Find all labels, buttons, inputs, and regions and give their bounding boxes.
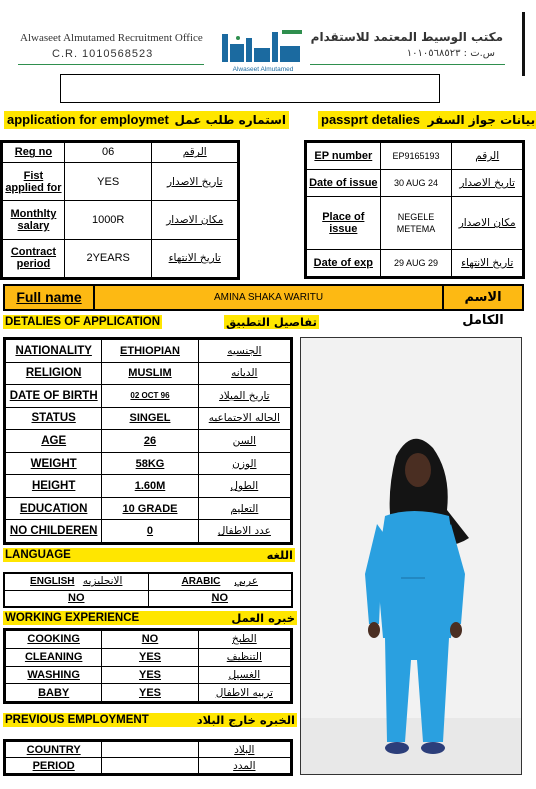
details-label-ar: عدد الاطفال — [198, 520, 290, 543]
details-label-ar: تاريخ الميلاد — [198, 385, 290, 408]
experience-bar — [3, 611, 297, 625]
language-english-ar: الانجليزيه — [82, 575, 123, 588]
application-table-box — [0, 140, 240, 280]
experience-row — [6, 631, 291, 649]
application-label-en: Reg no — [3, 143, 65, 163]
experience-label-ar: التنظيف — [198, 648, 290, 666]
full-name-label-ar: الاسم الكامل — [442, 286, 522, 309]
passport-label-ar: الرقم — [452, 143, 523, 170]
details-label-ar: الوزن — [198, 452, 290, 475]
experience-value: YES — [102, 648, 198, 666]
details-value: 10 GRADE — [102, 497, 198, 520]
details-label-ar: الديانه — [198, 362, 290, 385]
application-label-en: Monthlty salary — [3, 201, 65, 239]
passport-table-box — [304, 140, 525, 279]
passport-table — [306, 142, 523, 277]
header-divider-right — [310, 64, 505, 65]
details-label-en: WEIGHT — [6, 452, 102, 475]
experience-label-en: WASHING — [6, 666, 102, 684]
previous-label-en: COUNTRY — [6, 742, 102, 758]
details-row — [6, 520, 291, 543]
previous-table — [5, 741, 291, 774]
language-arabic-en: ARABIC — [181, 576, 221, 588]
passport-row — [307, 143, 523, 170]
details-row — [6, 407, 291, 430]
details-label-en: AGE — [6, 430, 102, 453]
application-title-bar — [4, 111, 289, 129]
details-label-ar: السن — [198, 430, 290, 453]
application-label-en: Contract period — [3, 239, 65, 277]
office-cr-ar: س.ت : ١٠١٠٥٦٨٥٢٣ — [406, 48, 495, 59]
application-label-ar: تاريخ الانتهاء — [152, 239, 238, 277]
application-value: 1000R — [64, 201, 152, 239]
details-row — [6, 385, 291, 408]
details-row — [6, 362, 291, 385]
details-label-en: NATIONALITY — [6, 340, 102, 363]
details-value: 02 OCT 96 — [102, 385, 198, 408]
previous-title-ar: الخبره خارج البلاد — [196, 713, 295, 727]
application-label-ar: الرقم — [152, 143, 238, 163]
passport-title-en: passprt detalies — [321, 112, 420, 127]
previous-value — [102, 742, 198, 758]
application-value: YES — [64, 162, 152, 200]
experience-table-box — [3, 628, 293, 704]
experience-title-en: WORKING EXPERIENCE — [5, 612, 140, 624]
experience-label-en: COOKING — [6, 631, 102, 649]
details-value: 58KG — [102, 452, 198, 475]
application-value: 06 — [64, 143, 152, 163]
passport-label-en: Date of exp — [307, 249, 381, 276]
application-label-ar: تاريخ الاصدار — [152, 162, 238, 200]
previous-table-box — [3, 739, 293, 776]
details-label-ar: الطول — [198, 475, 290, 498]
passport-label-en: EP number — [307, 143, 381, 170]
previous-label-ar: البلاد — [198, 742, 290, 758]
experience-row — [6, 684, 291, 702]
experience-row — [6, 648, 291, 666]
office-cr-en: C.R. 1010568523 — [52, 48, 154, 60]
passport-row — [307, 197, 523, 249]
details-value: 0 — [102, 520, 198, 543]
experience-label-en: CLEANING — [6, 648, 102, 666]
details-value: SINGEL — [102, 407, 198, 430]
details-value: MUSLIM — [102, 362, 198, 385]
experience-label-ar: الغسيل — [198, 666, 290, 684]
details-title-ar: تفاصيل التطبيق — [226, 315, 317, 329]
details-label-en: RELIGION — [6, 362, 102, 385]
details-table — [5, 339, 291, 543]
details-label-en: HEIGHT — [6, 475, 102, 498]
full-name-label-en: Full name — [5, 286, 95, 309]
previous-title-en: PREVIOUS EMPLOYMENT — [5, 714, 149, 726]
header-divider-left — [18, 64, 204, 65]
language-arabic-head — [148, 574, 291, 590]
passport-value: EP9165193 — [380, 143, 452, 170]
logo-caption: Alwaseet Almutamed — [232, 66, 294, 73]
details-label-en: DATE OF BIRTH — [6, 385, 102, 408]
details-row — [6, 430, 291, 453]
previous-row — [6, 758, 291, 774]
details-row — [6, 340, 291, 363]
experience-value: YES — [102, 666, 198, 684]
experience-title-ar: خبره العمل — [231, 611, 295, 625]
passport-label-ar: تاريخ الانتهاء — [452, 249, 523, 276]
language-table — [5, 574, 291, 606]
application-label-en: Fist applied for — [3, 162, 65, 200]
details-table-box — [3, 337, 293, 545]
passport-title-bar — [318, 111, 536, 129]
language-english-head — [5, 574, 148, 590]
language-table-box — [3, 572, 293, 608]
details-label-en: NO CHILDEREN — [6, 520, 102, 543]
application-row — [3, 143, 238, 163]
details-row — [6, 452, 291, 475]
language-english-en: ENGLISH — [30, 576, 75, 588]
previous-label-ar: المدد — [198, 758, 290, 774]
passport-value: 29 AUG 29 — [380, 249, 452, 276]
passport-value: NEGELE METEMA — [380, 197, 452, 249]
application-row — [3, 239, 238, 277]
application-title-ar: استماره طلب عمل — [174, 113, 287, 127]
application-table — [2, 142, 238, 278]
office-name-en: Alwaseet Almutamed Recruitment Office — [20, 32, 203, 44]
details-value: 26 — [102, 430, 198, 453]
experience-row — [6, 666, 291, 684]
blank-header-field — [60, 74, 440, 103]
application-row — [3, 201, 238, 239]
previous-row — [6, 742, 291, 758]
passport-title-ar: بيانات جواز السفر — [427, 113, 536, 127]
previous-bar — [3, 713, 297, 727]
applicant-photo — [300, 337, 522, 775]
details-row — [6, 475, 291, 498]
details-label-ar: الحاله الاجتماعيه — [198, 407, 290, 430]
details-label-en: EDUCATION — [6, 497, 102, 520]
experience-label-ar: الطبخ — [198, 631, 290, 649]
language-english-value: NO — [5, 590, 148, 606]
office-name-ar: مكتب الوسيط المعتمد للاستقدام — [310, 30, 503, 44]
language-bar — [3, 548, 295, 562]
passport-label-en: Place of issue — [307, 197, 381, 249]
application-value: 2YEARS — [64, 239, 152, 277]
language-arabic-ar: عربي — [234, 575, 259, 588]
details-label-ar: التعليم — [198, 497, 290, 520]
application-title-en: application for employmet — [7, 112, 169, 127]
header-vertical-bar — [522, 12, 525, 76]
passport-row — [307, 170, 523, 197]
details-value: ETHIOPIAN — [102, 340, 198, 363]
language-title-en: LANGUAGE — [5, 549, 71, 561]
details-row — [6, 497, 291, 520]
previous-value — [102, 758, 198, 774]
details-value: 1.60M — [102, 475, 198, 498]
passport-row — [307, 249, 523, 276]
passport-label-ar: تاريخ الاصدار — [452, 170, 523, 197]
experience-label-ar: تربيه الاطفال — [198, 684, 290, 702]
experience-label-en: BABY — [6, 684, 102, 702]
full-name-value: AMINA SHAKA WARITU — [213, 292, 324, 303]
details-label-ar: الجنسيه — [198, 340, 290, 363]
details-label-en: STATUS — [6, 407, 102, 430]
passport-label-ar: مكان الاصدار — [452, 197, 523, 249]
passport-label-en: Date of issue — [307, 170, 381, 197]
application-label-ar: مكان الاصدار — [152, 201, 238, 239]
language-title-ar: اللغه — [266, 548, 293, 562]
language-arabic-value: NO — [148, 590, 291, 606]
passport-value: 30 AUG 24 — [380, 170, 452, 197]
experience-table — [5, 630, 291, 702]
details-title-en: DETALIES OF APPLICATION — [5, 316, 161, 328]
application-row — [3, 162, 238, 200]
experience-value: NO — [102, 631, 198, 649]
previous-label-en: PERIOD — [6, 758, 102, 774]
experience-value: YES — [102, 684, 198, 702]
